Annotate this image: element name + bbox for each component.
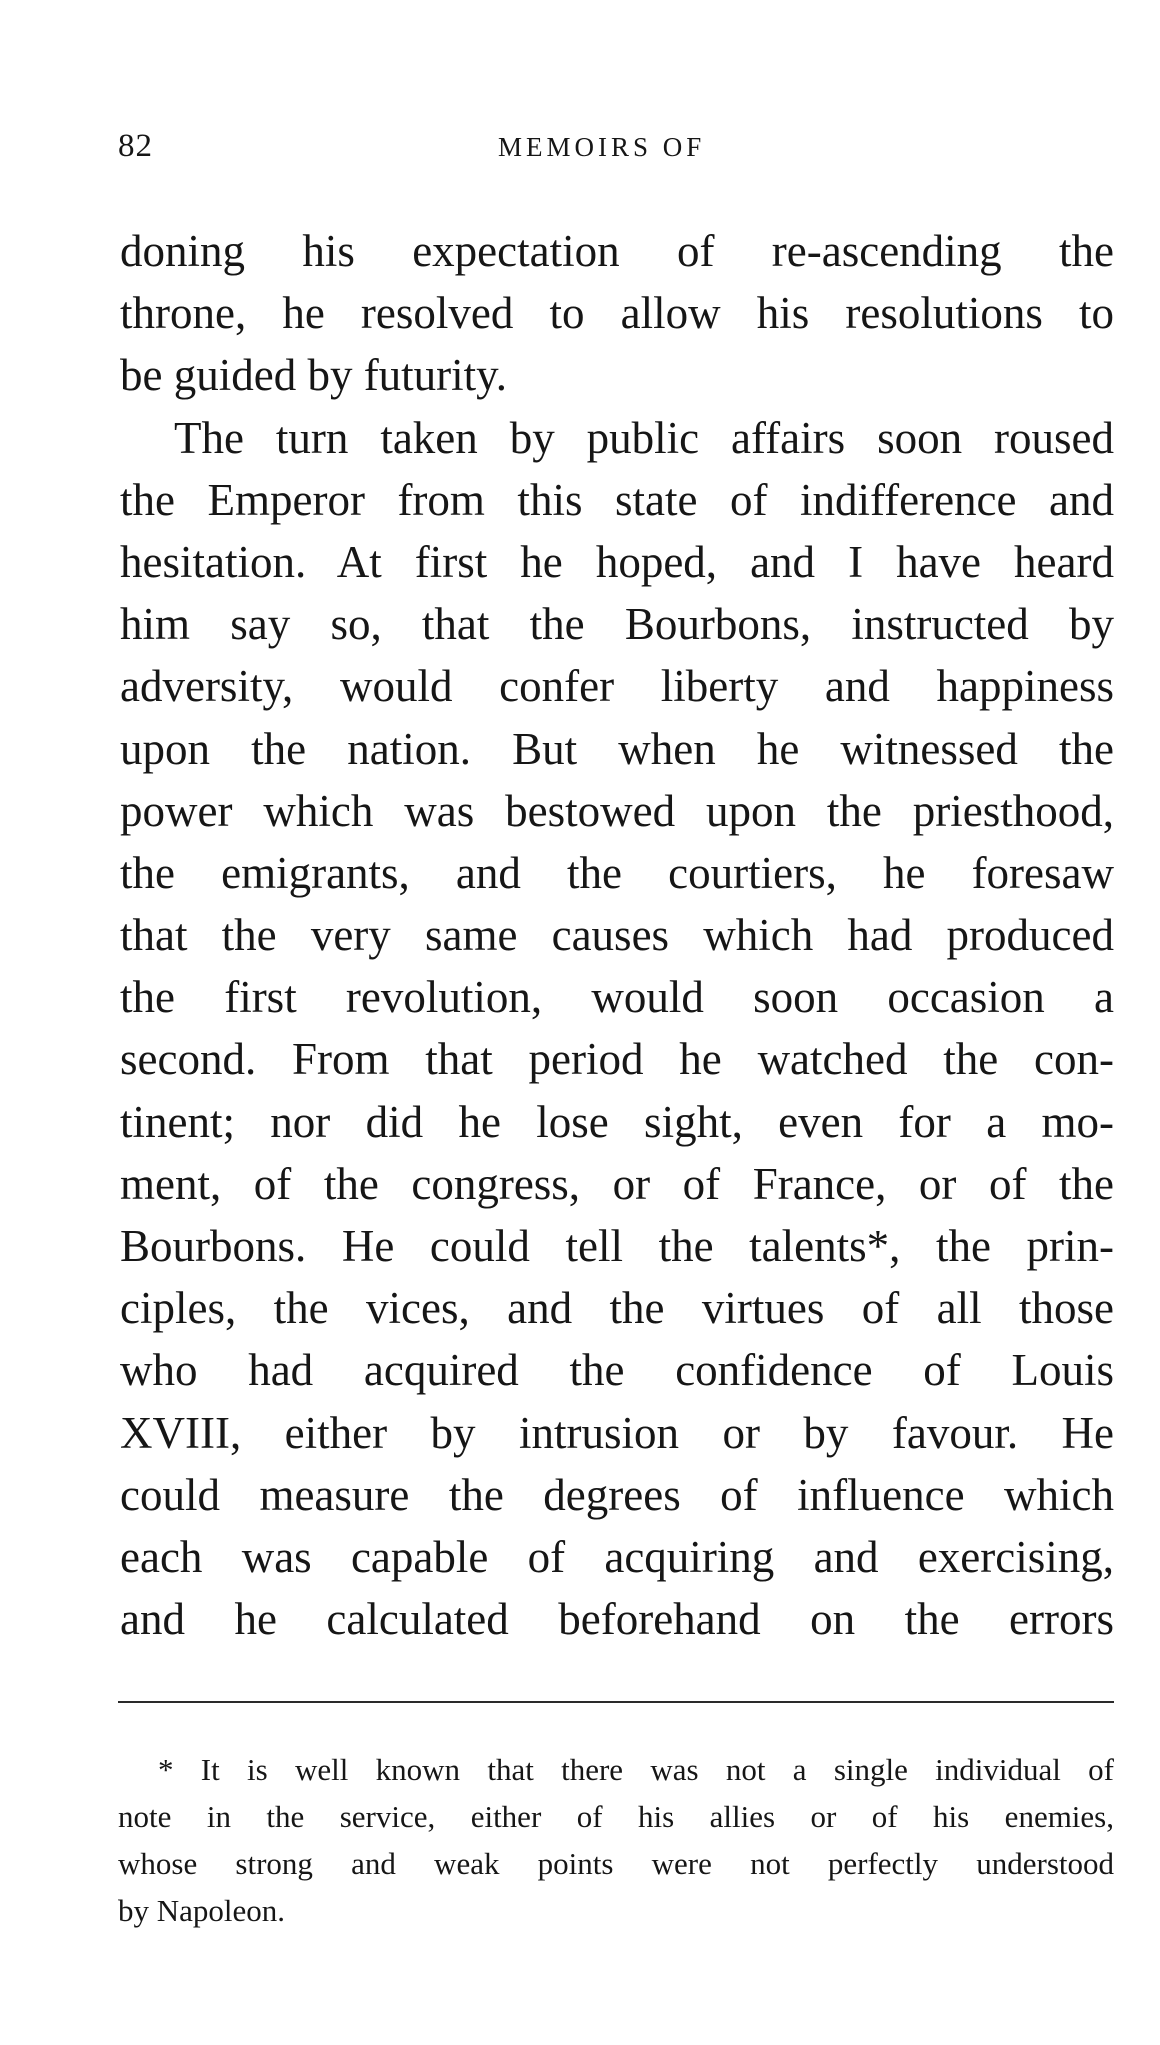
page-header [118, 128, 1114, 172]
text-line: be guided by futurity. [120, 350, 508, 401]
text-line: ciples, the vices, and the virtues of all those [120, 1283, 1114, 1334]
footnote-divider [118, 1701, 1114, 1703]
text-line: that the very same causes which had produced [120, 910, 1114, 961]
body-text [120, 220, 1114, 1650]
running-head: MEMOIRS OF [498, 132, 706, 162]
text-line: power which was bestowed upon the priesthood, [120, 785, 1114, 836]
text-line: could measure the degrees of influence which [120, 1469, 1114, 1520]
text-line: the emigrants, and the courtiers, he foresaw [120, 847, 1114, 898]
text-line: adversity, would confer liberty and happiness [120, 661, 1114, 712]
page-number: 82 [118, 128, 153, 164]
footnote-line: * It is well known that there was not a single individual of [158, 1752, 1114, 1787]
footnote [118, 1746, 1114, 1934]
text-line: the Emperor from this state of indifference and [120, 474, 1114, 525]
text-line: upon the nation. But when he witnessed the [120, 723, 1114, 774]
text-line: ment, of the congress, or of France, or of the [120, 1158, 1114, 1209]
text-line: doning his expectation of re-ascending the [120, 226, 1114, 276]
text-line: second. From that period he watched the con- [120, 1034, 1114, 1085]
text-line: who had acquired the confidence of Louis [120, 1345, 1114, 1396]
text-line: throne, he resolved to allow his resolutions to [120, 288, 1114, 339]
text-line: the first revolution, would soon occasion a [120, 972, 1114, 1023]
footnote-line: whose strong and weak points were not perfectly understood [118, 1846, 1114, 1881]
text-line: and he calculated beforehand on the errors [120, 1594, 1114, 1645]
text-line: The turn taken by public affairs soon roused [174, 412, 1114, 463]
text-line: him say so, that the Bourbons, instructed by [120, 599, 1114, 650]
text-line: each was capable of acquiring and exercising, [120, 1531, 1114, 1582]
text-line: Bourbons. He could tell the talents*, the prin- [120, 1221, 1114, 1271]
text-line: tinent; nor did he lose sight, even for a mo- [120, 1096, 1114, 1147]
footnote-line: note in the service, either of his allies or of his enemies, [118, 1799, 1114, 1834]
text-line: XVIII, either by intrusion or by favour. He [120, 1407, 1114, 1458]
text-line: hesitation. At first he hoped, and I have heard [120, 536, 1114, 587]
footnote-line: by Napoleon. [118, 1893, 286, 1928]
